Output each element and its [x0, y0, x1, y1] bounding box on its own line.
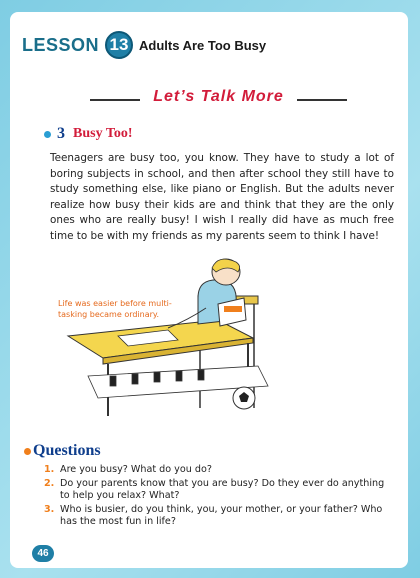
bullet-icon	[44, 131, 51, 138]
questions-heading	[24, 442, 101, 460]
question-number: 3.	[44, 504, 55, 515]
page-number-badge: 46	[32, 545, 54, 562]
lesson-number-badge: 13	[105, 31, 133, 59]
subsection-title: Busy Too!	[73, 126, 133, 141]
title-rule-left	[90, 99, 140, 101]
title-rule-right	[297, 99, 347, 101]
lesson-label: LESSON	[22, 34, 100, 55]
question-text: Who is busier, do you think, you, your mother, or your father? Who has the most fun in life?	[60, 504, 383, 527]
questions-title: Questions	[33, 442, 101, 459]
student-studying-illustration	[48, 258, 280, 418]
question-item	[44, 504, 394, 528]
reading-passage: Teenagers are busy too, you know. They have to study a lot of boring subjects in school, and then after school they still have to study something else, like piano or English. But the adults never realize how busy their kids are and think that they are the only ones who are really busy! I wish I really did have as much free time to be with my friends as my parents seem to think I have!	[50, 152, 394, 242]
subsection-heading	[44, 125, 133, 143]
question-item	[44, 464, 394, 476]
bullet-icon	[24, 448, 31, 455]
subsection-number: 3	[57, 125, 65, 142]
question-text: Are you busy? What do you do?	[60, 464, 212, 475]
question-number: 2.	[44, 478, 55, 489]
questions-list	[44, 464, 394, 530]
question-number: 1.	[44, 464, 55, 475]
lesson-title: Adults Are Too Busy	[139, 37, 267, 53]
question-item	[44, 478, 394, 502]
question-text: Do your parents know that you are busy? Do they ever do anything to help you relax? What?	[60, 478, 385, 501]
illustration-caption: Life was easier before multi-tasking became ordinary.	[58, 299, 172, 319]
section-title: Let’s Talk More	[153, 88, 284, 105]
lesson-header	[22, 30, 266, 60]
